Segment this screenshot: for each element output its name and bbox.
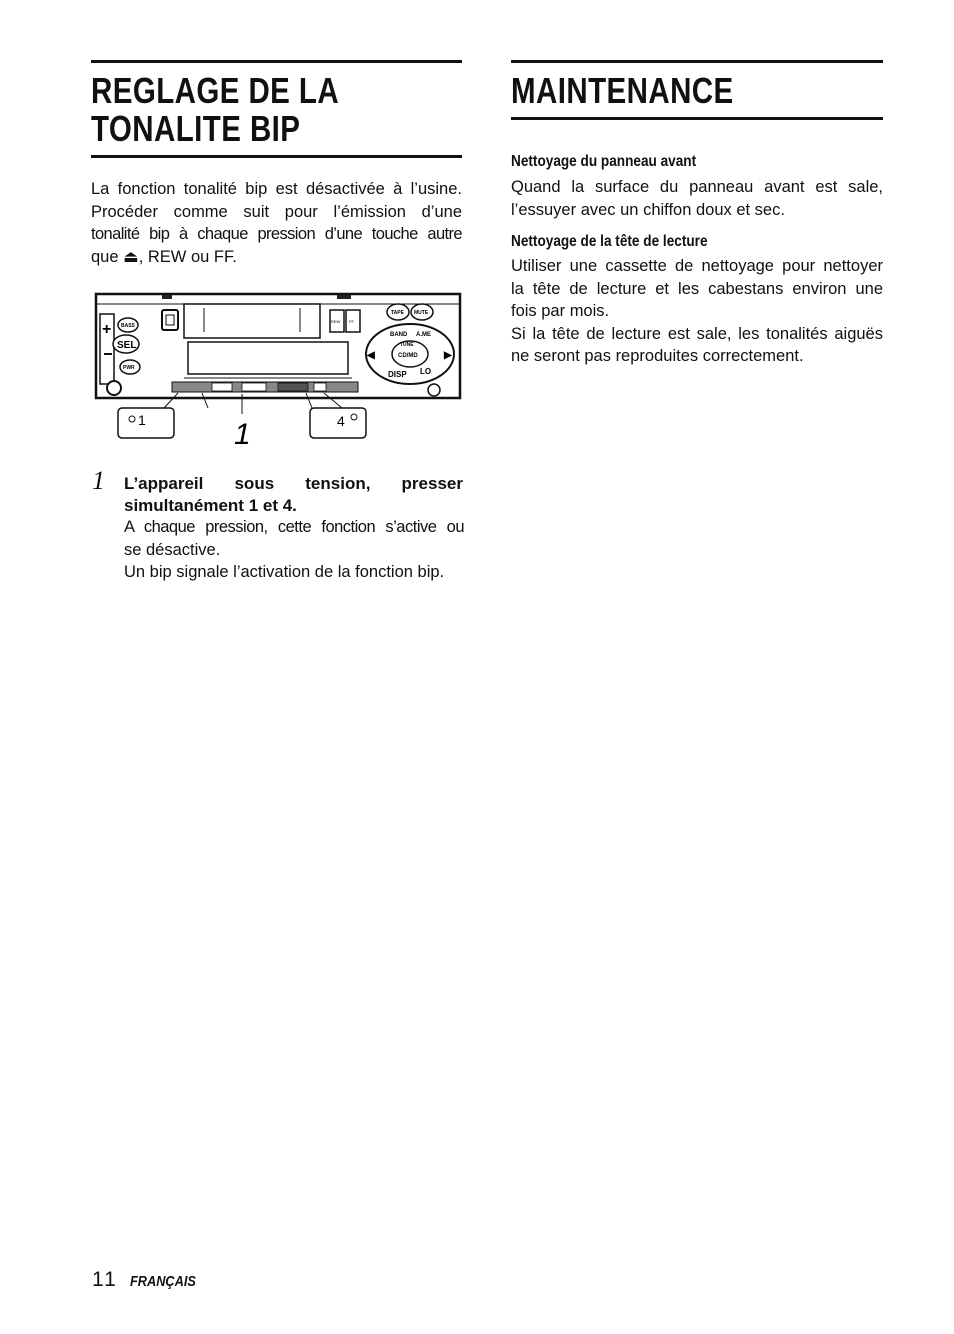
intro-paragraph — [91, 178, 462, 268]
step-body-line: A chaque pression, cette fonction s’active ou — [124, 518, 464, 536]
disp-label: DISP — [388, 370, 407, 379]
section-line: Utiliser une cassette de nettoyage pour nettoyer — [511, 257, 883, 275]
stereo-panel-figure — [92, 290, 464, 450]
preset-1-label: 1 — [138, 412, 146, 428]
preset-4-label: 4 — [337, 413, 345, 429]
pwr-label: PWR — [123, 365, 135, 371]
left-title-bottom-rule — [91, 155, 462, 158]
step-body — [124, 516, 464, 584]
sel-label: SEL — [117, 340, 137, 351]
section-body-tape-head — [511, 255, 883, 368]
svg-text:◀: ◀ — [367, 350, 375, 361]
step-title-line-2: simultanément 1 et 4. — [124, 496, 297, 515]
display-window — [188, 342, 348, 374]
intro-line: La fonction tonalité bip est désactivée à l’usine. — [91, 180, 462, 198]
ff-label: FF — [349, 319, 354, 324]
right-title-top-rule — [511, 60, 883, 63]
left-title-line-1: REGLAGE DE LA — [91, 70, 340, 111]
step-number: 1 — [92, 466, 105, 495]
step-body-line: se désactive. — [124, 540, 221, 559]
section-line: la tête de lecture et les cabestans environ une — [511, 279, 883, 298]
section-line: ne seront pas reproduites correctement. — [511, 347, 804, 365]
left-title — [91, 72, 339, 148]
left-title-line-2: TONALITE BIP — [91, 108, 301, 149]
tune-label: TUNE — [400, 342, 414, 348]
lo-label: LO — [420, 367, 432, 376]
section-line: fois par mois. — [511, 302, 610, 320]
section-line: l’essuyer avec un chiffon doux et sec. — [511, 200, 785, 219]
rew-label: REW — [331, 319, 341, 324]
figure-step-marker: 1 — [234, 418, 251, 450]
cdmd-label: CD/MD — [398, 353, 418, 359]
intro-line: Procéder comme suit pour l’émission d’une — [91, 202, 462, 221]
volume-knob — [107, 381, 121, 395]
intro-line: tonalité bip à chaque pression d’une touche autre — [91, 225, 462, 243]
aux-jack — [428, 384, 440, 396]
step-title — [124, 473, 463, 517]
right-title-bottom-rule — [511, 117, 883, 120]
svg-text:▶: ▶ — [444, 350, 452, 361]
step-title-line-1: L’appareil sous tension, presser — [124, 474, 463, 493]
page-number: 11 — [92, 1268, 118, 1291]
footer-language: FRANÇAIS — [130, 1273, 196, 1290]
section-body-front-panel — [511, 176, 883, 221]
section-heading-tape-head: Nettoyage de la tête de lecture — [511, 233, 708, 250]
section-line: Quand la surface du panneau avant est sale, — [511, 178, 883, 196]
band-label: BAND — [390, 332, 408, 338]
left-title-top-rule — [91, 60, 462, 63]
section-line: Si la tête de lecture est sale, les tonalités aiguës — [511, 324, 883, 343]
ame-label: A.ME — [416, 332, 431, 338]
svg-text:+: + — [102, 321, 112, 338]
eject-button — [162, 310, 178, 330]
preset-1-callout — [118, 408, 174, 438]
tape-label: TAPE — [391, 310, 404, 316]
mute-label: MUTE — [414, 310, 429, 316]
section-heading-front-panel: Nettoyage du panneau avant — [511, 153, 697, 170]
bass-label: BASS — [121, 323, 135, 329]
intro-line: que ⏏, REW ou FF. — [91, 247, 237, 266]
step-body-line: Un bip signale l’activation de la fonction bip. — [124, 563, 445, 581]
right-title: MAINTENANCE — [511, 70, 734, 111]
